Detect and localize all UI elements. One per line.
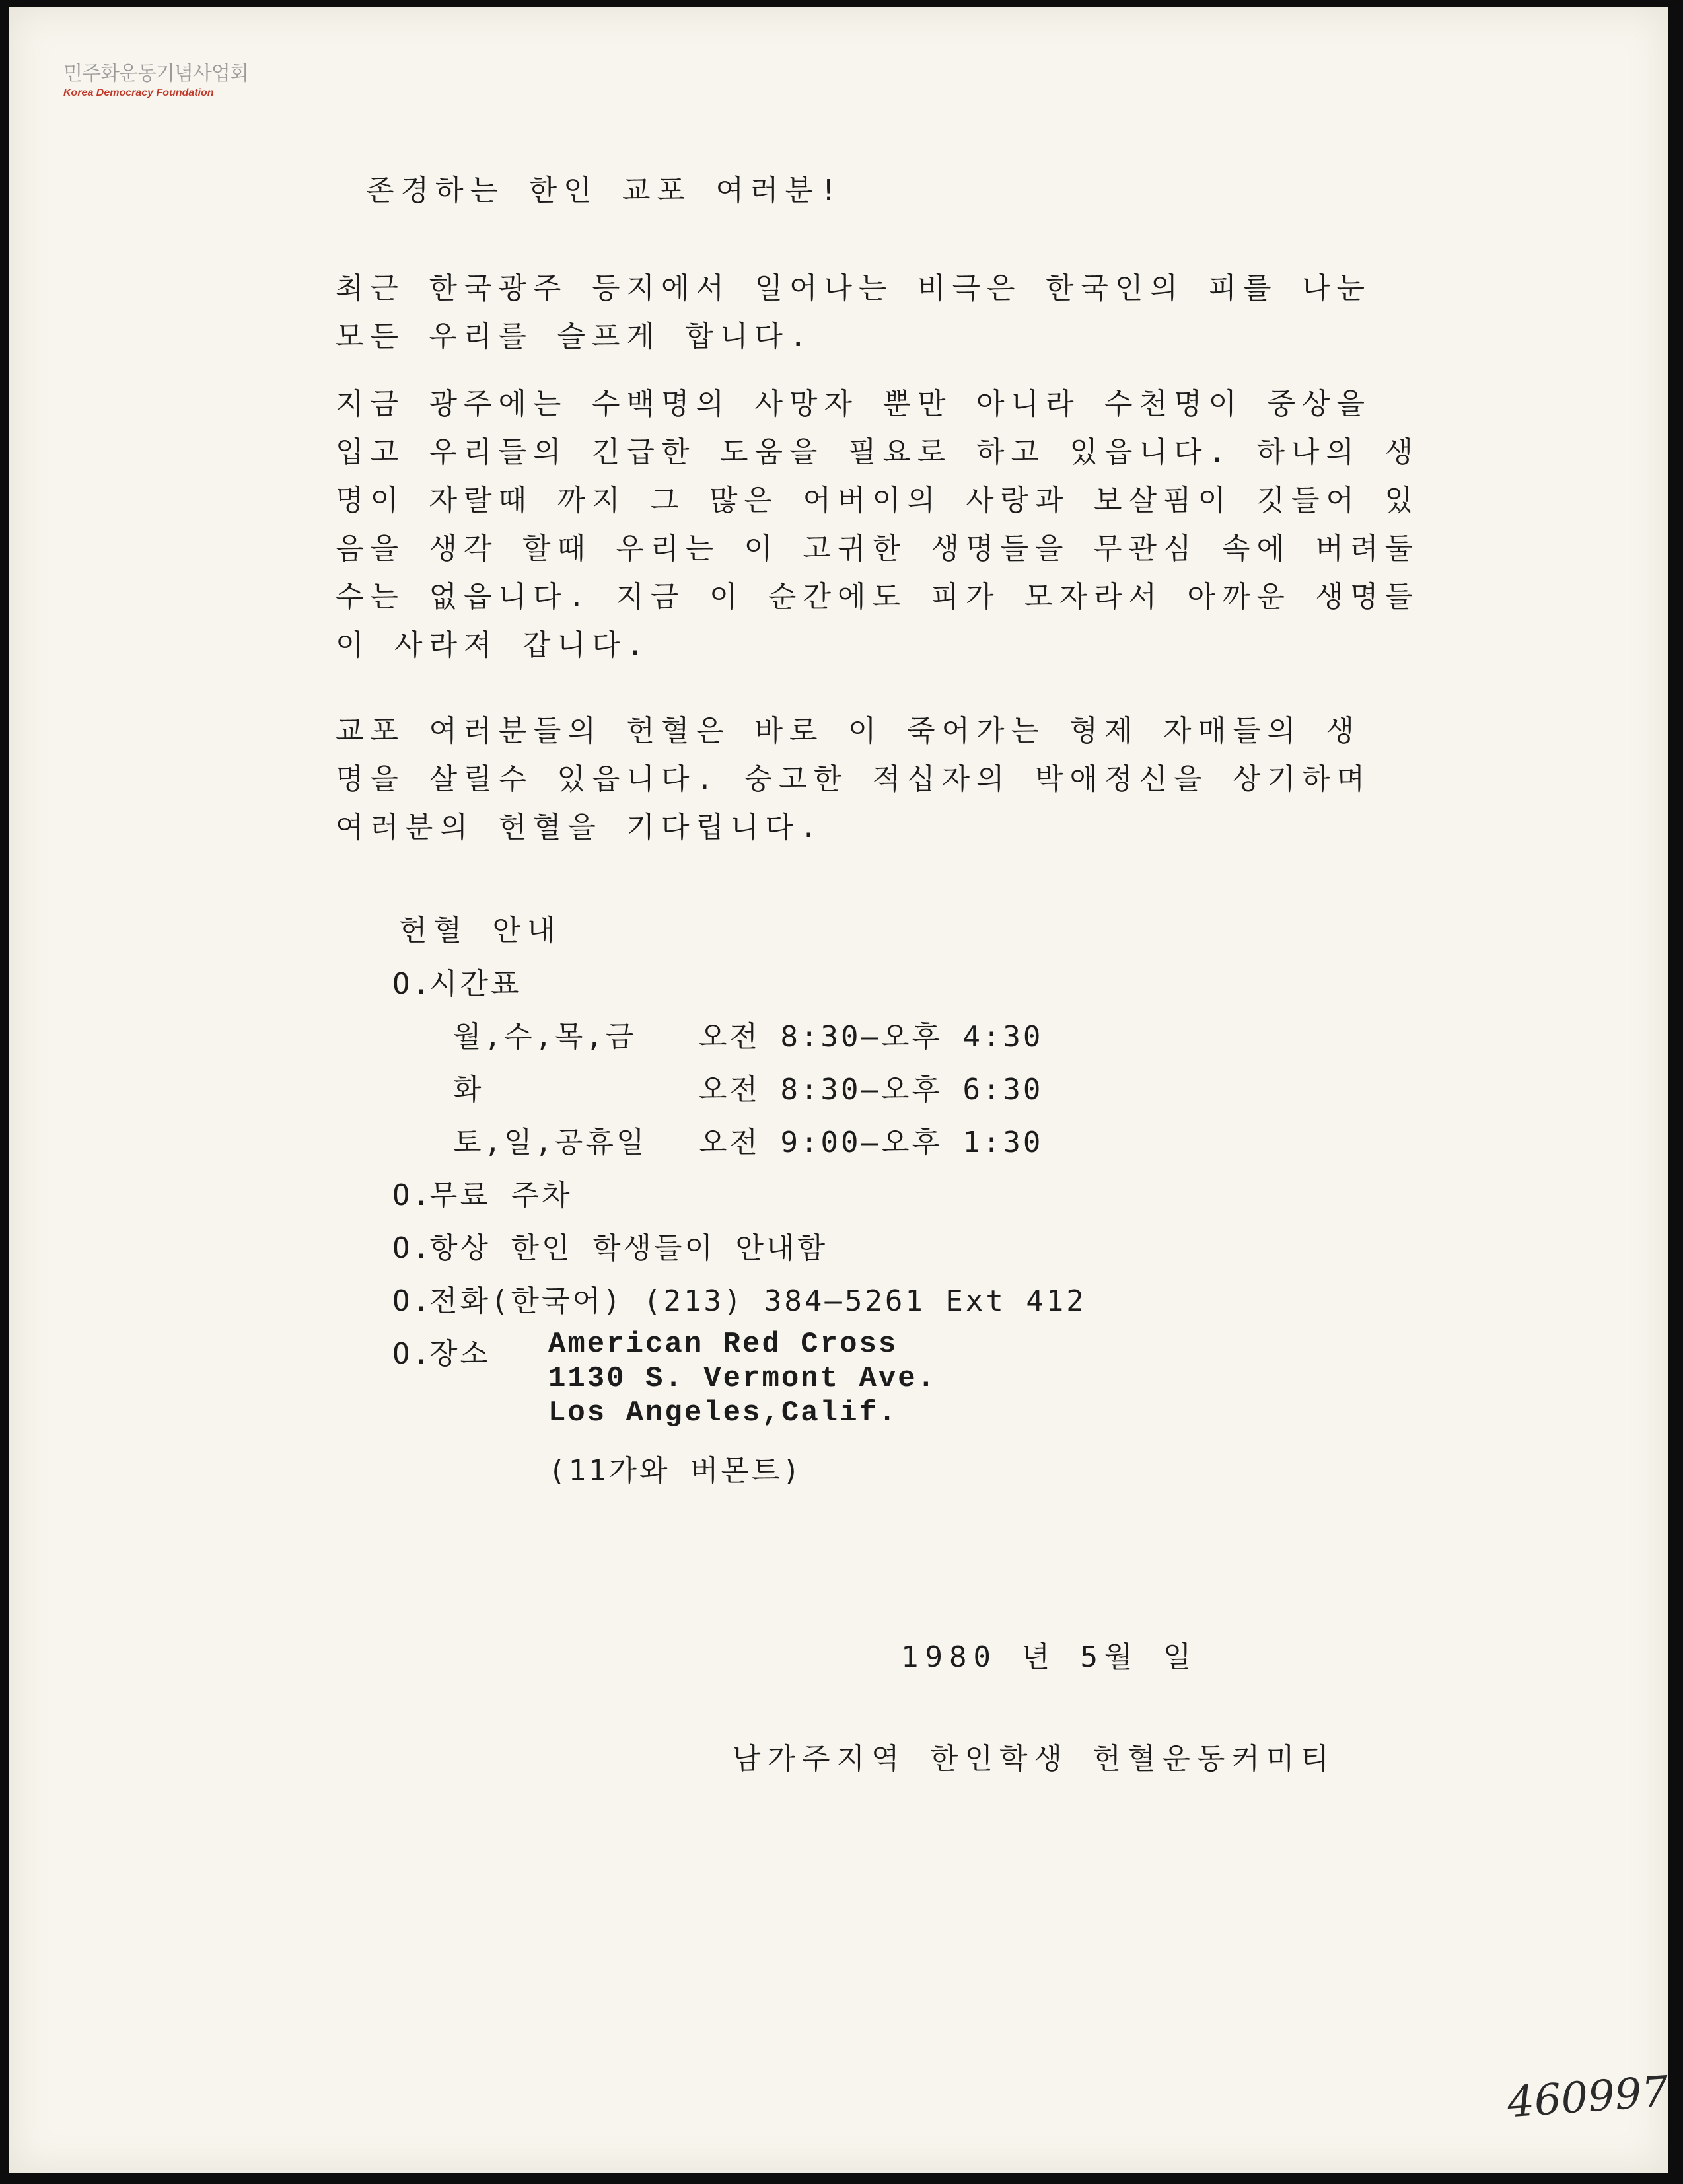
schedule-hours: 오전 9:00—오후 1:30 — [699, 1126, 1044, 1159]
location-label: 장소 — [429, 1337, 491, 1371]
paragraph-line: 명이 자랄때 까지 그 많은 어버이의 사랑과 보살핌이 깃들어 있 — [336, 484, 1420, 517]
paragraph-line: 이 사라져 갑니다. — [336, 628, 651, 662]
archive-watermark — [63, 57, 248, 99]
letter-paragraph-2 — [336, 380, 1420, 669]
document-page — [9, 7, 1668, 2173]
info-item-schedule — [392, 958, 1087, 1011]
paragraph-line: 모든 우리를 슬프게 합니다. — [336, 320, 814, 353]
parking-text: 무료 주차 — [429, 1179, 573, 1212]
schedule-row — [392, 1116, 1087, 1169]
letter-paragraph-3 — [336, 707, 1373, 852]
paragraph-line: 명을 살릴수 있읍니다. 숭고한 적십자의 박애정신을 상기하며 — [336, 762, 1372, 796]
paragraph-line: 수는 없읍니다. 지금 이 순간에도 피가 모자라서 아까운 생명들 — [336, 580, 1420, 614]
donation-info-list — [392, 958, 1087, 1559]
address-line: 1130 S. Vermont Ave. — [548, 1362, 937, 1395]
schedule-days: 월,수,목,금 — [453, 1020, 637, 1054]
list-bullet: O. — [392, 1337, 433, 1371]
schedule-label: 시간표 — [429, 967, 522, 1001]
watermark-english-name: Korea Democracy Foundation — [63, 87, 214, 98]
letter-greeting: 존경하는 한인 교포 여러분! — [366, 174, 844, 207]
handwritten-reference-number: 460997 — [1505, 2067, 1670, 2128]
paragraph-line: 교포 여러분들의 헌혈은 바로 이 죽어가는 형제 자매들의 생 — [336, 714, 1361, 748]
address-note: (11가와 버몬트) — [548, 1454, 803, 1488]
watermark-korean-name: 민주화운동기념사업회 — [63, 62, 248, 85]
schedule-hours: 오전 8:30—오후 4:30 — [699, 1020, 1044, 1054]
schedule-hours: 오전 8:30—오후 6:30 — [699, 1073, 1044, 1107]
phone-text: 전화(한국어) (213) 384—5261 Ext 412 — [429, 1284, 1087, 1318]
list-bullet: O. — [392, 1231, 433, 1265]
address-line: Los Angeles,Calif. — [548, 1397, 898, 1430]
info-item-parking — [392, 1169, 1087, 1222]
schedule-row — [392, 1064, 1087, 1116]
schedule-days: 토,일,공휴일 — [453, 1126, 647, 1159]
info-item-phone — [392, 1275, 1087, 1328]
list-bullet: O. — [392, 967, 433, 1001]
paragraph-line: 여러분의 헌혈을 기다립니다. — [336, 811, 824, 844]
schedule-days: 화 — [453, 1073, 484, 1107]
letter-date: 1980 년 5월 일 — [901, 1640, 1198, 1674]
list-bullet: O. — [392, 1284, 433, 1318]
guide-text: 항상 한인 학생들이 안내함 — [429, 1231, 828, 1265]
letter-paragraph-1 — [336, 264, 1373, 361]
paragraph-line: 음을 생각 할때 우리는 이 고귀한 생명들을 무관심 속에 버려둘 — [336, 532, 1420, 565]
paragraph-line: 최근 한국광주 등지에서 일어나는 비극은 한국인의 피를 나눈 — [336, 272, 1372, 305]
list-bullet: O. — [392, 1179, 433, 1212]
info-item-guide — [392, 1222, 1087, 1275]
schedule-row — [392, 1011, 1087, 1064]
donation-info-title: 헌혈 안내 — [399, 914, 562, 947]
letter-signer: 남가주지역 한인학생 헌혈운동커미티 — [733, 1742, 1336, 1776]
address-line: American Red Cross — [548, 1328, 898, 1361]
paragraph-line: 입고 우리들의 긴급한 도움을 필요로 하고 있읍니다. 하나의 생 — [336, 435, 1420, 469]
paragraph-line: 지금 광주에는 수백명의 사망자 뿐만 아니라 수천명이 중상을 — [336, 387, 1372, 421]
